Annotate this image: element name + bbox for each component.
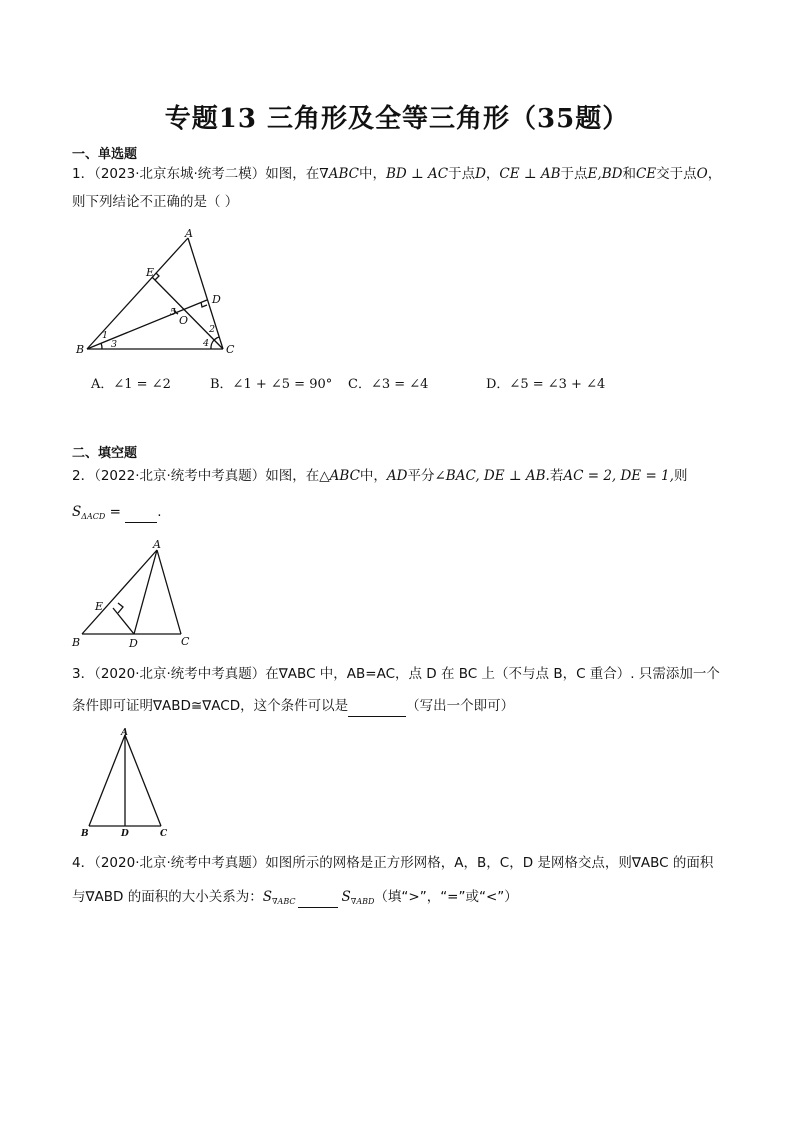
question-1-line-2: 则下列结论不正确的是（ ）	[72, 194, 239, 210]
label-d: D	[129, 637, 138, 650]
q2-text: 则	[673, 468, 688, 484]
q4-area-symbol-2: S	[341, 889, 351, 905]
q2-period: .	[157, 504, 162, 520]
label-d: D	[212, 293, 221, 306]
q2-ad: AD	[386, 468, 408, 484]
section-heading-fill-blank: 二、填空题	[72, 446, 138, 461]
label-c: C	[226, 343, 235, 356]
q1-text: ，	[485, 166, 500, 182]
q2-text: 若	[549, 468, 564, 484]
side-ac	[125, 735, 161, 826]
q1-point-e-bd: E,BD	[587, 166, 623, 182]
label-a: A	[185, 228, 193, 240]
q4-text: 与∇ABD 的面积的大小关系为：	[72, 889, 263, 905]
label-b: B	[72, 636, 81, 649]
page-title: 专题13 三角形及全等三角形（35题）	[164, 104, 630, 134]
q1-figure	[70, 228, 250, 360]
angle-label-3: 3	[111, 339, 118, 350]
side-ac	[157, 550, 181, 634]
side-ab	[89, 735, 125, 826]
q2-area-symbol: S	[72, 504, 82, 520]
q1-point-d: D	[475, 166, 486, 182]
q2-area-subscript: ΔACD	[81, 512, 106, 521]
label-c: C	[181, 635, 190, 648]
question-4-line-2	[72, 887, 518, 912]
option-c[interactable]: C．∠3 = ∠4	[348, 377, 429, 392]
question-4-line-1: 4．（2020·北京·统考中考真题）如图所示的网格是正方形网格，A，B，C，D 是网格交点，则∇ABC 的面积	[72, 855, 714, 871]
angle-arc-b	[101, 343, 102, 349]
angle-label-4: 4	[203, 338, 210, 349]
angle-label-1: 1	[102, 330, 109, 341]
q2-source: 2．（2022·北京·统考中考真题）如图，在	[72, 468, 320, 484]
q4-area-subscript-2: ∇ABD	[350, 897, 375, 906]
q1-point-o: O	[696, 166, 708, 182]
q4-text: （填“>”，“=”或“<”）	[374, 889, 518, 905]
q1-text: ，	[707, 166, 722, 182]
q2-figure	[70, 538, 200, 650]
segment-de	[113, 608, 134, 634]
label-o: O	[179, 314, 189, 327]
q2-condition: ∠BAC, DE ⊥ AB.	[434, 468, 550, 484]
segment-ce	[152, 277, 223, 349]
question-2-line-1	[72, 466, 687, 486]
option-b[interactable]: B．∠1 + ∠5 = 90°	[210, 377, 333, 392]
q2-triangle: △ABC	[319, 468, 360, 484]
q1-text: 于点	[560, 166, 588, 182]
question-3-line-2	[72, 696, 514, 717]
label-b: B	[76, 343, 85, 356]
right-angle-mark-e	[118, 603, 123, 613]
q2-text: 平分	[407, 468, 435, 484]
angle-arc-c	[211, 340, 214, 349]
angle-label-5: 5	[170, 307, 177, 318]
q3-text: （写出一个即可）	[406, 698, 515, 714]
angle-arc-c2	[214, 337, 219, 340]
question-3-line-1: 3．（2020·北京·统考中考真题）在∇ABC 中，AB=AC，点 D 在 BC 上（不与点 B，C 重合）. 只需添加一个	[72, 666, 720, 682]
label-d: D	[121, 829, 129, 839]
q1-text: 中，	[358, 166, 386, 182]
q1-source: 1．（2023·北京东城·统考二模）如图，在	[72, 166, 320, 182]
q3-text: 条件即可证明∇ABD≅∇ACD，这个条件可以是	[72, 698, 349, 714]
label-e: E	[95, 600, 104, 613]
q4-area-subscript-1: ∇ABC	[271, 897, 296, 906]
label-e: E	[146, 266, 155, 279]
q2-equals: =	[105, 504, 126, 520]
angle-label-2: 2	[209, 324, 216, 335]
section-heading-single-choice: 一、单选题	[72, 147, 138, 162]
q1-triangle: ∇ABC	[319, 166, 359, 182]
label-b: B	[81, 829, 89, 839]
question-2-line-2	[72, 502, 162, 527]
q1-ce-perp: CE ⊥ AB	[499, 166, 561, 182]
q2-values: AC = 2, DE = 1,	[563, 468, 674, 484]
q3-figure	[78, 726, 178, 840]
q1-text: 交于点	[656, 166, 697, 182]
q4-answer-blank[interactable]	[298, 887, 338, 908]
option-a[interactable]: A．∠1 = ∠2	[91, 377, 171, 392]
label-a: A	[153, 538, 161, 551]
q1-text: 于点	[448, 166, 476, 182]
q1-ce: CE	[635, 166, 657, 182]
label-c: C	[160, 829, 168, 839]
q1-bd-perp: BD ⊥ AC	[385, 166, 449, 182]
segment-bd	[87, 300, 210, 349]
q2-answer-blank[interactable]	[125, 502, 157, 523]
q3-answer-blank[interactable]	[348, 696, 406, 717]
q4-area-symbol-1: S	[262, 889, 272, 905]
q1-text: 和	[622, 166, 636, 182]
q2-text: 中，	[359, 468, 387, 484]
label-a: A	[121, 728, 128, 738]
question-1-line-1	[72, 164, 721, 184]
option-d[interactable]: D．∠5 = ∠3 + ∠4	[486, 377, 606, 392]
